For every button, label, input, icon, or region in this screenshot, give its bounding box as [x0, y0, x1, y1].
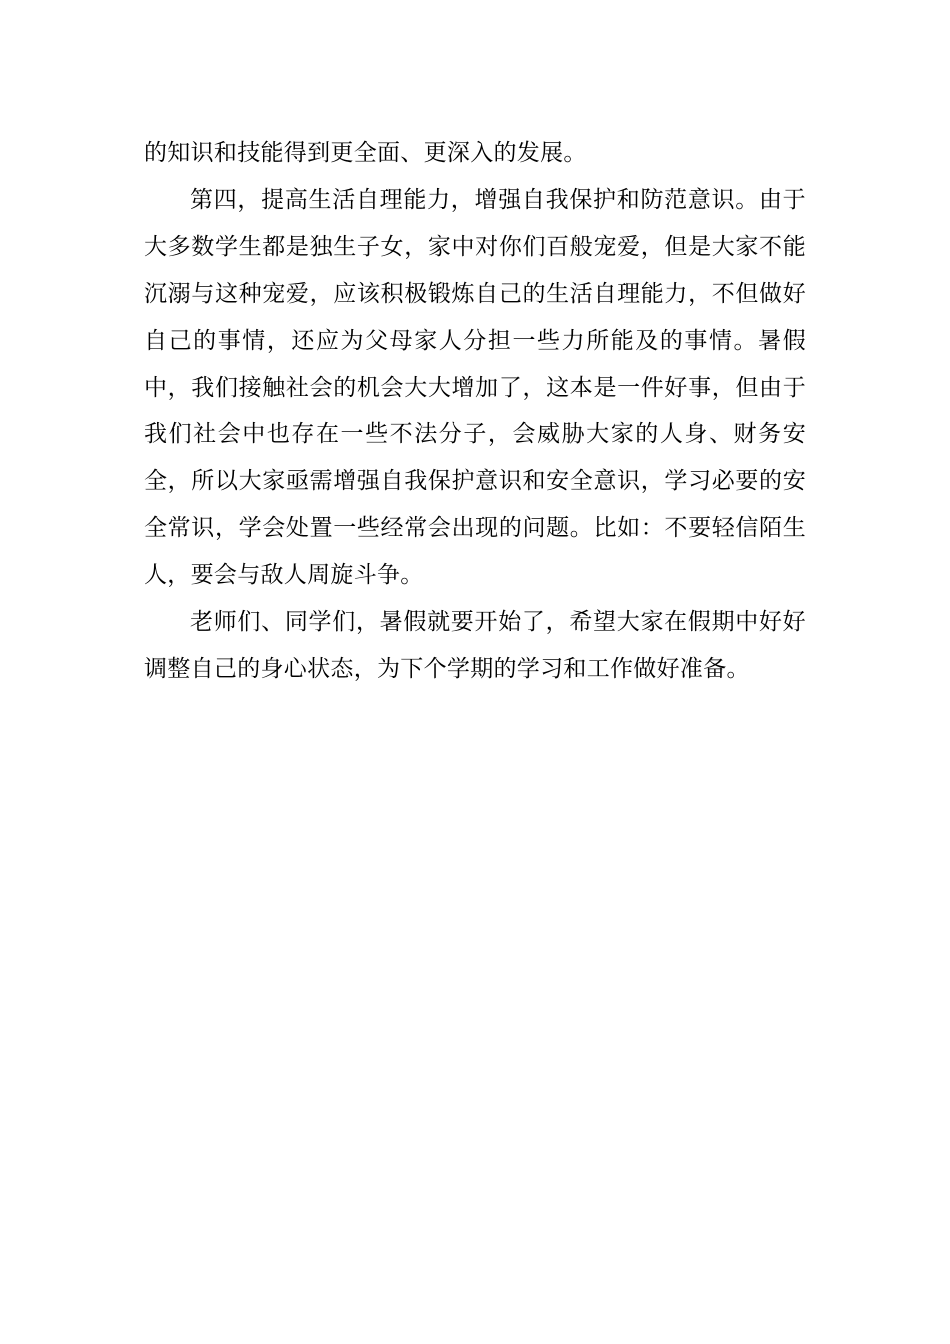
- document-body: [144, 130, 806, 693]
- paragraph-closing: 老师们、同学们，暑假就要开始了，希望大家在假期中好好调整自己的身心状态，为下个学期的学习和工作做好准备。: [144, 609, 806, 682]
- paragraph-point-four: 第四，提高生活自理能力，增强自我保护和防范意识。由于大多数学生都是独生子女，家中对你们百般宠爱，但是大家不能沉溺与这种宠爱，应该积极锻炼自己的生活自理能力，不但做好自己的事情，还应为父母家人分担一些力所能及的事情。暑假中，我们接触社会的机会大大增加了，这本是一件好事，但由于我们社会中也存在一些不法分子，会威胁大家的人身、财务安全，所以大家亟需增强自我保护意识和安全意识，学习必要的安全常识，学会处置一些经常会出现的问题。比如：不要轻信陌生人，要会与敌人周旋斗争。: [144, 186, 806, 589]
- paragraph-continuation: 的知识和技能得到更全面、更深入的发展。: [144, 140, 587, 166]
